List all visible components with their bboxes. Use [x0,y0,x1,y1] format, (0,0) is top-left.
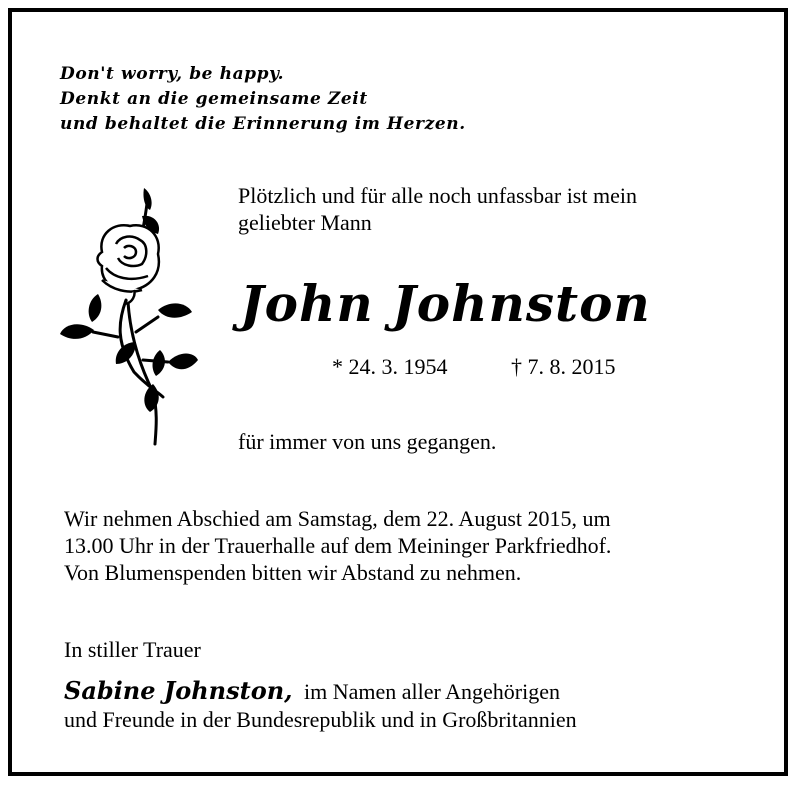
motto-line: und behaltet die Erinnerung im Herzen. [60,114,466,134]
farewell-line: Wir nehmen Abschied am Samstag, dem 22. August 2015, um [64,506,611,531]
death-date: † 7. 8. 2015 [511,354,616,379]
intro-line: Plötzlich und für alle noch unfassbar ist mein [238,183,637,208]
signature [64,677,577,734]
signature-line: und Freunde in der Bundesrepublik und in Großbritannien [64,707,577,732]
gone-text: für immer von uns gegangen. [238,429,497,454]
mourning-text: In stiller Trauer [64,637,201,662]
signature-rest: im Namen aller Angehörigen [304,679,561,704]
motto-line: Denkt an die gemeinsame Zeit [60,89,368,109]
motto [60,62,466,137]
signature-name: Sabine Johnston, [64,676,293,705]
farewell-line: 13.00 Uhr in der Trauerhalle auf dem Meininger Parkfriedhof. [64,533,612,558]
birth-date: * 24. 3. 1954 [332,354,448,379]
signature-line [64,677,577,706]
intro-text [238,182,637,236]
farewell-text [64,505,611,586]
rose-icon [58,182,198,452]
motto-line: Don't worry, be happy. [60,64,285,84]
farewell-line: Von Blumenspenden bitten wir Abstand zu nehmen. [64,560,522,585]
intro-line: geliebter Mann [238,210,372,235]
life-dates [332,354,616,380]
deceased-name: John Johnston [240,274,651,333]
obituary-frame [8,8,788,776]
